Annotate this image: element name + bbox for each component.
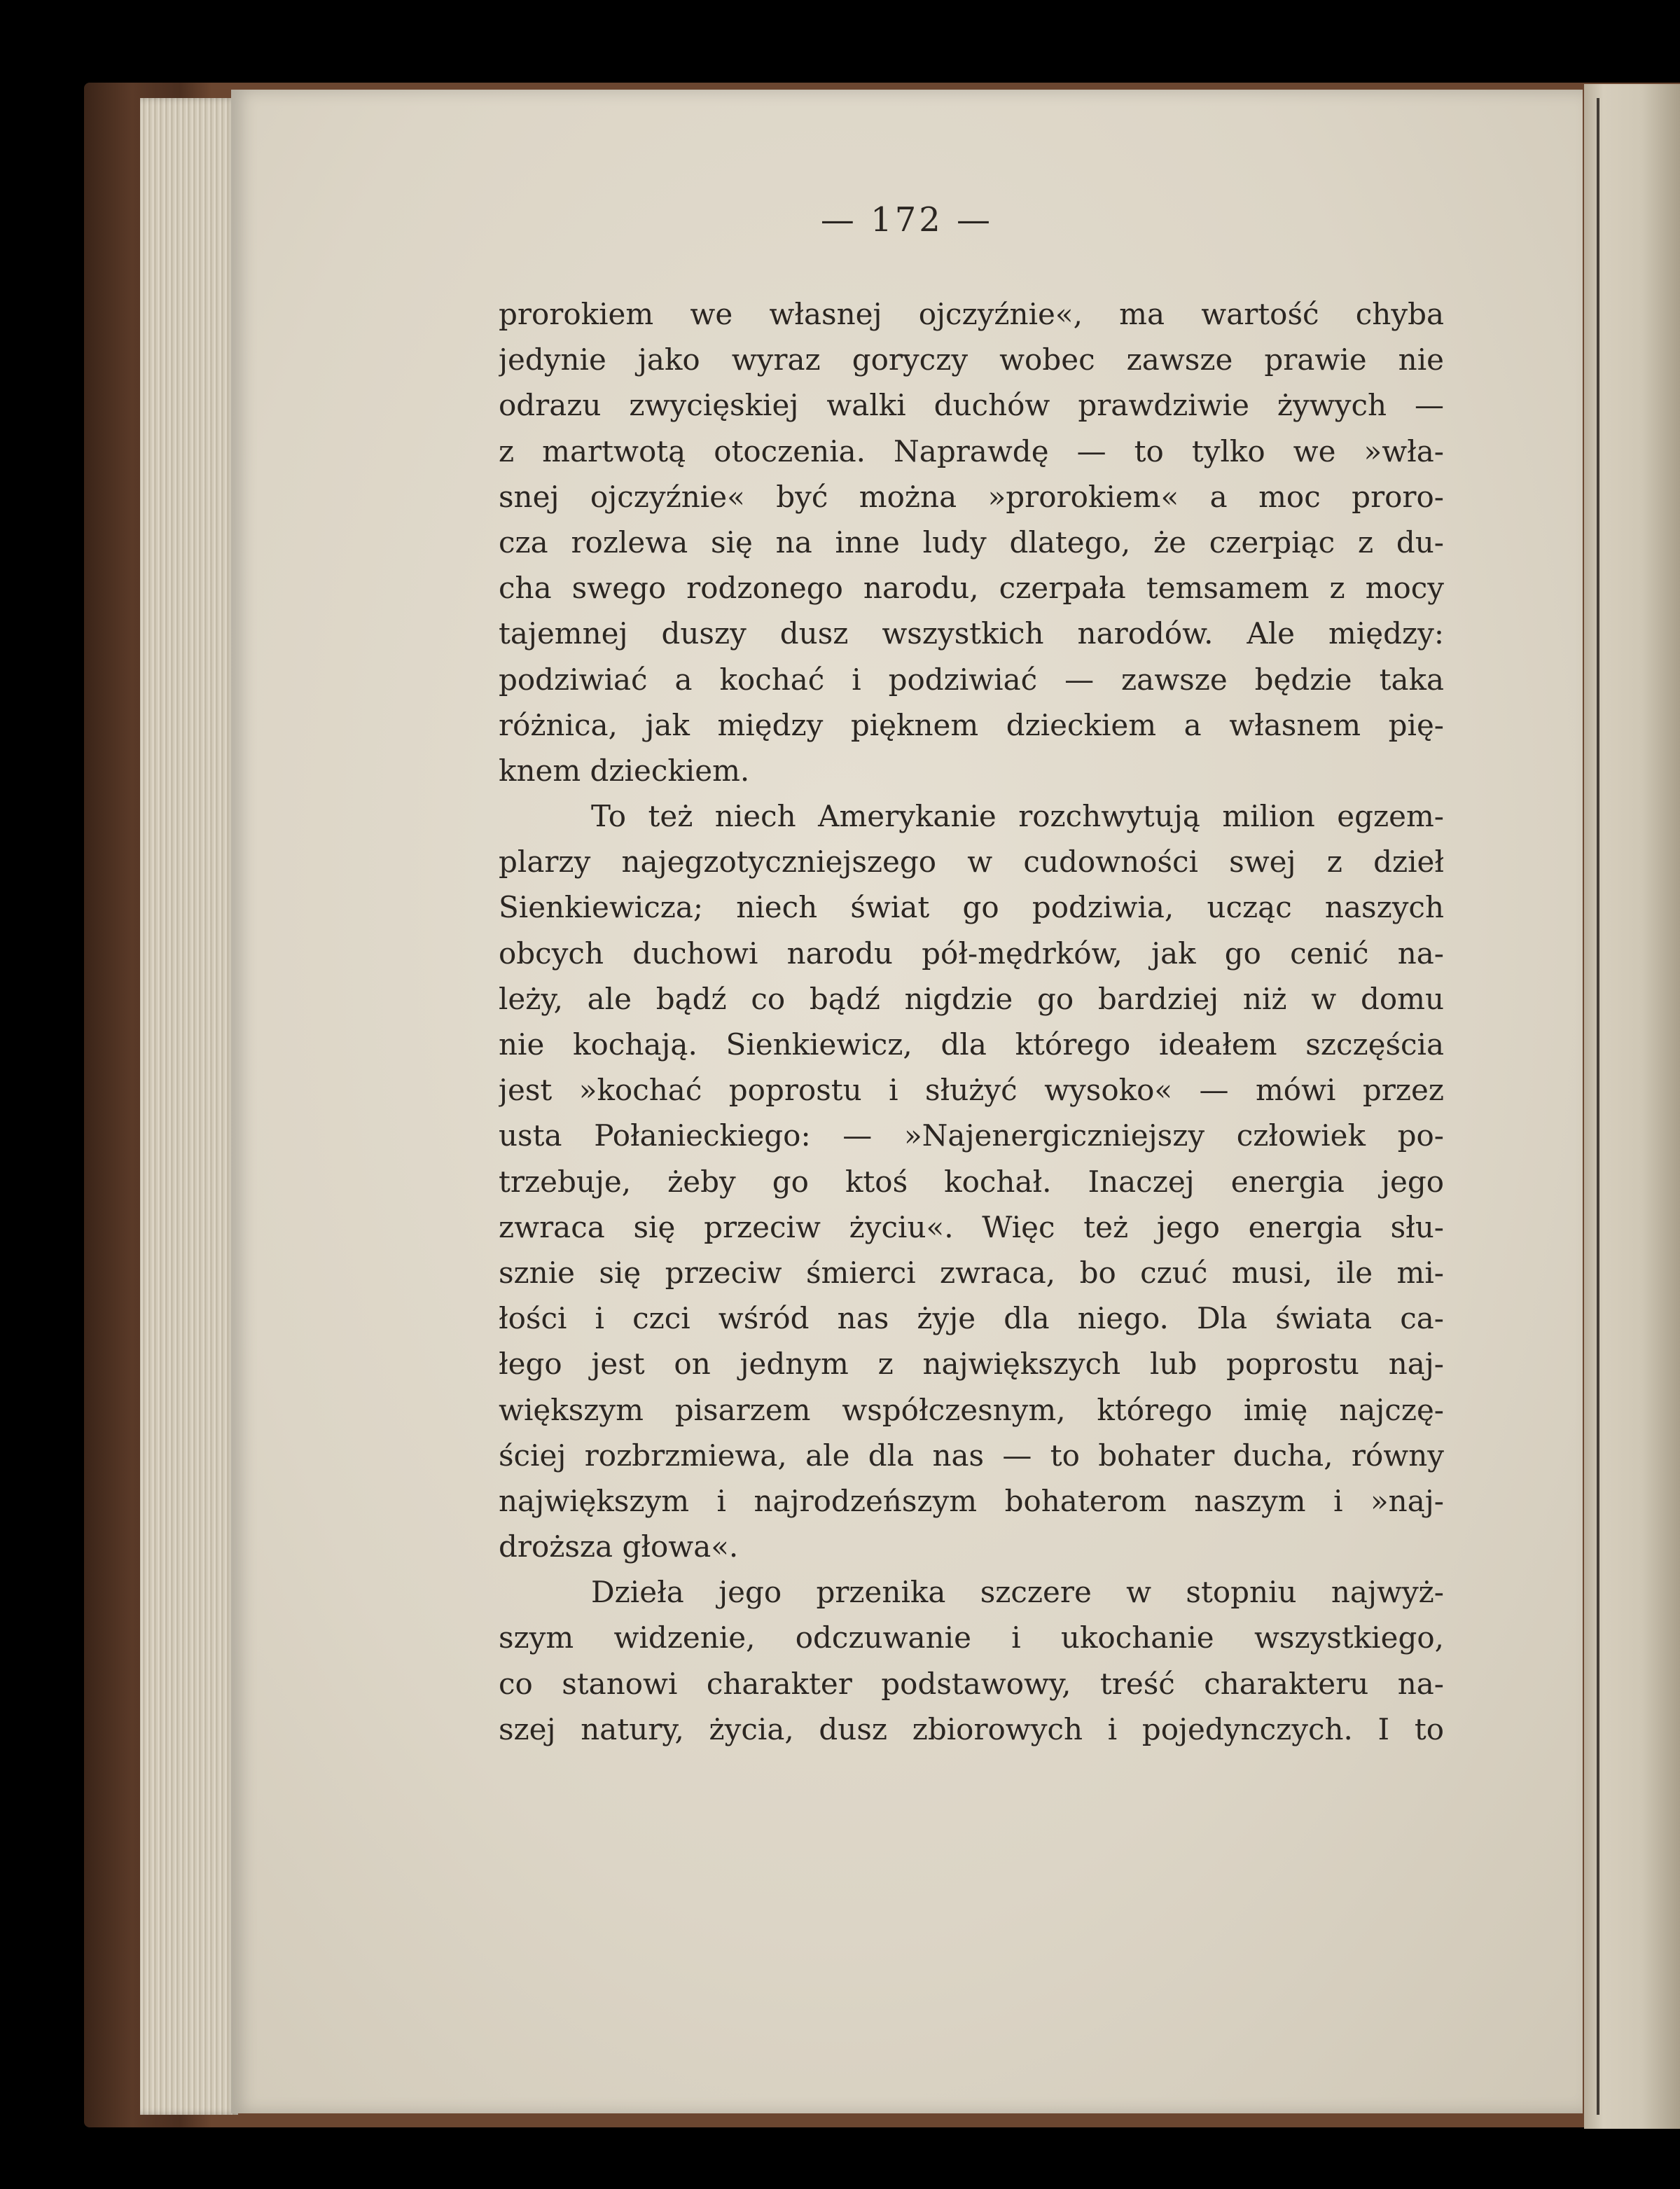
- text-line: tajemnej duszy dusz wszystkich narodów. Ale między:: [499, 616, 1444, 651]
- text-line: Sienkiewicza; niech świat go podziwia, ucząc naszych: [499, 890, 1444, 925]
- text-line: snej ojczyźnie« być można »prorokiem« a moc proro-: [499, 479, 1444, 514]
- text-line: ściej rozbrzmiewa, ale dla nas — to bohater ducha, równy: [499, 1438, 1444, 1473]
- text-line: sznie się przeciw śmierci zwraca, bo czuć musi, ile mi-: [499, 1255, 1444, 1290]
- text-line: nie kochają. Sienkiewicz, dla którego ideałem szczęścia: [499, 1027, 1444, 1062]
- text-line: łości i czci wśród nas żyje dla niego. Dla świata ca-: [499, 1301, 1444, 1336]
- text-line: łego jest on jednym z największych lub poprostu naj-: [499, 1347, 1444, 1382]
- next-page-edge: [1584, 84, 1680, 2129]
- text-line: szej natury, życia, dusz zbiorowych i pojedynczych. I to: [499, 1711, 1444, 1746]
- text-line: prorokiem we własnej ojczyźnie«, ma wartość chyba: [499, 297, 1444, 331]
- text-line: różnica, jak między pięknem dzieckiem a własnem pię-: [499, 707, 1444, 742]
- text-line: jest »kochać poprostu i służyć wysoko« — mówi przez: [499, 1073, 1444, 1108]
- text-line: jedynie jako wyraz goryczy wobec zawsze prawie nie: [499, 342, 1444, 377]
- text-line: leży, ale bądź co bądź nigdzie go bardziej niż w domu: [499, 981, 1444, 1016]
- text-line: zwraca się przeciw życiu«. Więc też jego energia słu-: [499, 1209, 1444, 1244]
- text-line: cza rozlewa się na inne ludy dlatego, że czerpiąc z du-: [499, 524, 1444, 560]
- page-number-header: — 172 —: [820, 200, 994, 239]
- text-line: największym i najrodzeńszym bohaterom naszym i »naj-: [499, 1483, 1444, 1518]
- text-line: trzebuje, żeby go ktoś kochał. Inaczej energia jego: [499, 1164, 1444, 1199]
- text-line: podziwiać a kochać i podziwiać — zawsze będzie taka: [499, 662, 1444, 697]
- text-line: szym widzenie, odczuwanie i ukochanie wszystkiego,: [499, 1620, 1444, 1655]
- text-line: knem dzieckiem.: [499, 753, 750, 788]
- text-line: droższa głowa«.: [499, 1529, 739, 1564]
- text-line: większym pisarzem współczesnym, którego imię najczę-: [499, 1392, 1444, 1427]
- text-line: z martwotą otoczenia. Naprawdę — to tylko we »wła-: [499, 433, 1444, 468]
- page-edges: [140, 98, 238, 2115]
- text-line: co stanowi charakter podstawowy, treść charakteru na-: [499, 1666, 1444, 1701]
- text-line: obcych duchowi narodu pół-mędrków, jak go cenić na-: [499, 936, 1444, 971]
- page-body-text: [499, 291, 1444, 1752]
- text-line: plarzy najegzotyczniejszego w cudowności swej z dzieł: [499, 845, 1444, 880]
- text-line: odrazu zwycięskiej walki duchów prawdziwie żywych —: [499, 388, 1444, 423]
- text-line: Dzieła jego przenika szczere w stopniu najwyż-: [591, 1575, 1444, 1610]
- text-line: To też niech Amerykanie rozchwytują milion egzem-: [591, 799, 1444, 834]
- text-line: usta Połanieckiego: — »Najenergiczniejszy człowiek po-: [499, 1118, 1444, 1153]
- text-line: cha swego rodzonego narodu, czerpała temsamem z mocy: [499, 571, 1444, 606]
